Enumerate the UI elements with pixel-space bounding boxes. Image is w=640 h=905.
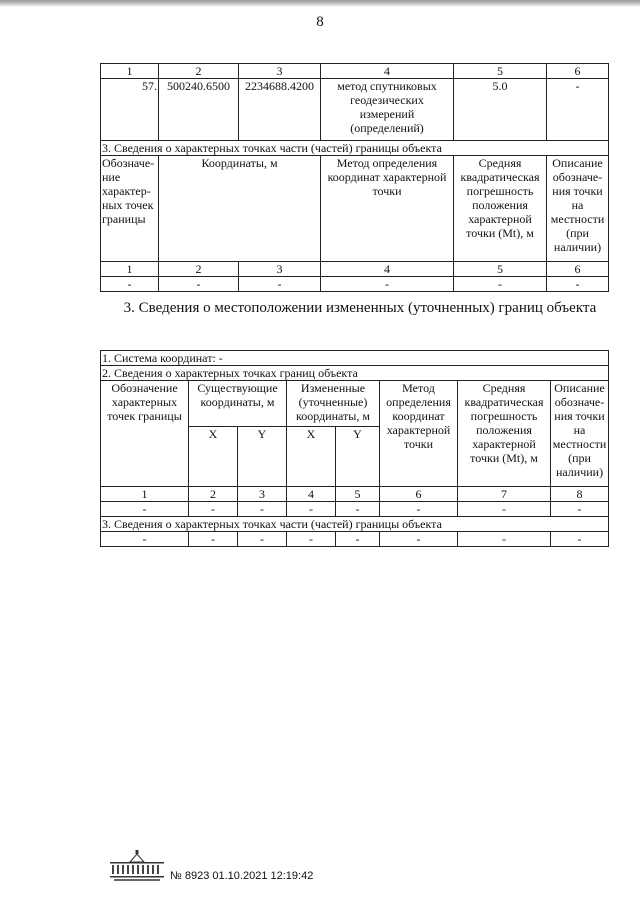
dash-cell: - xyxy=(101,277,159,292)
section-title: 3. Сведения о характерных точках части (частей) границы объекта xyxy=(101,517,609,532)
dash-cell: - xyxy=(287,502,336,517)
table-header-row xyxy=(101,156,609,262)
col-number: 6 xyxy=(547,262,609,277)
col-number: 4 xyxy=(321,262,454,277)
accuracy-cell: 5.0 xyxy=(454,79,547,141)
table-row xyxy=(101,79,609,141)
header-x: X xyxy=(287,427,336,487)
header-y: Y xyxy=(336,427,380,487)
col-number: 3 xyxy=(238,487,287,502)
header-description: Описание обозначе-ния точки на местности (при наличии) xyxy=(551,381,609,487)
coordinate-system: 1. Система координат: - xyxy=(101,351,609,366)
col-number: 2 xyxy=(189,487,238,502)
point-number: 57. xyxy=(101,79,159,141)
dash-cell: - xyxy=(458,502,551,517)
col-number: 2 xyxy=(159,64,239,79)
header-accuracy: Средняя квадратическая погрешность положения характерной точки (Mt), м xyxy=(454,156,547,262)
section-heading: 3. Сведения о местоположении измененных (уточненных) границ объекта xyxy=(123,300,597,316)
col-number: 4 xyxy=(321,64,454,79)
dash-cell: - xyxy=(159,277,239,292)
dash-cell: - xyxy=(189,502,238,517)
building-emblem-icon xyxy=(108,848,166,884)
col-number: 5 xyxy=(454,262,547,277)
table-row xyxy=(101,487,609,502)
col-number: 5 xyxy=(336,487,380,502)
table-row xyxy=(101,351,609,366)
dash-cell: - xyxy=(458,532,551,547)
col-number: 6 xyxy=(380,487,458,502)
header-designation: Обозначе-ние характер-ных точек границы xyxy=(101,156,159,262)
dash-cell: - xyxy=(547,277,609,292)
document-stamp-text: № 8923 01.10.2021 12:19:42 xyxy=(170,870,314,882)
dash-cell: - xyxy=(380,502,458,517)
header-accuracy: Средняя квадратическая погрешность положения характерной точки (Mt), м xyxy=(458,381,551,487)
dash-cell: - xyxy=(101,502,189,517)
header-method: Метод определения координат характерной точки xyxy=(321,156,454,262)
header-coordinates: Координаты, м xyxy=(159,156,321,262)
header-changed: Измененные (уточненные) координаты, м xyxy=(287,381,380,427)
header-x: X xyxy=(189,427,238,487)
table-row xyxy=(101,502,609,517)
col-number: 5 xyxy=(454,64,547,79)
registry-stamp xyxy=(108,848,166,889)
col-number: 3 xyxy=(239,64,321,79)
table-row xyxy=(101,517,609,532)
col-number: 4 xyxy=(287,487,336,502)
dash-cell: - xyxy=(189,532,238,547)
header-y: Y xyxy=(238,427,287,487)
col-number: 1 xyxy=(101,64,159,79)
coord-x: 500240.6500 xyxy=(159,79,239,141)
method-cell: метод спутниковых геодезических измерений (определений) xyxy=(321,79,454,141)
dash-cell: - xyxy=(238,532,287,547)
page-number: 8 xyxy=(316,14,324,30)
table-row xyxy=(101,277,609,292)
col-number: 1 xyxy=(101,262,159,277)
col-number: 8 xyxy=(551,487,609,502)
coord-y: 2234688.4200 xyxy=(239,79,321,141)
dash-cell: - xyxy=(101,532,189,547)
table-row xyxy=(101,262,609,277)
table-characteristic-points xyxy=(100,63,609,292)
table-row xyxy=(101,64,609,79)
header-method: Метод определения координат характерной точки xyxy=(380,381,458,487)
section-title: 3. Сведения о характерных точках части (частей) границы объекта xyxy=(101,141,609,156)
header-designation: Обозначение характерных точек границы xyxy=(101,381,189,487)
dash-cell: - xyxy=(238,502,287,517)
dash-cell: - xyxy=(336,502,380,517)
header-description: Описание обозначе-ния точки на местности (при наличии) xyxy=(547,156,609,262)
header-existing: Существующие координаты, м xyxy=(189,381,287,427)
dash-cell: - xyxy=(454,277,547,292)
col-number: 6 xyxy=(547,64,609,79)
col-number: 7 xyxy=(458,487,551,502)
dash-cell: - xyxy=(239,277,321,292)
dash-cell: - xyxy=(551,532,609,547)
table-row xyxy=(101,366,609,381)
dash-cell: - xyxy=(380,532,458,547)
scan-edge xyxy=(0,0,640,7)
dash-cell: - xyxy=(321,277,454,292)
col-number: 1 xyxy=(101,487,189,502)
col-number: 2 xyxy=(159,262,239,277)
dash-cell: - xyxy=(287,532,336,547)
col-number: 3 xyxy=(239,262,321,277)
dash-cell: - xyxy=(551,502,609,517)
dash-cell: - xyxy=(336,532,380,547)
table-row xyxy=(101,141,609,156)
table-changed-boundaries xyxy=(100,350,609,547)
table-row xyxy=(101,532,609,547)
description-cell: - xyxy=(547,79,609,141)
table-header-row xyxy=(101,381,609,427)
section-title: 2. Сведения о характерных точках границ объекта xyxy=(101,366,609,381)
